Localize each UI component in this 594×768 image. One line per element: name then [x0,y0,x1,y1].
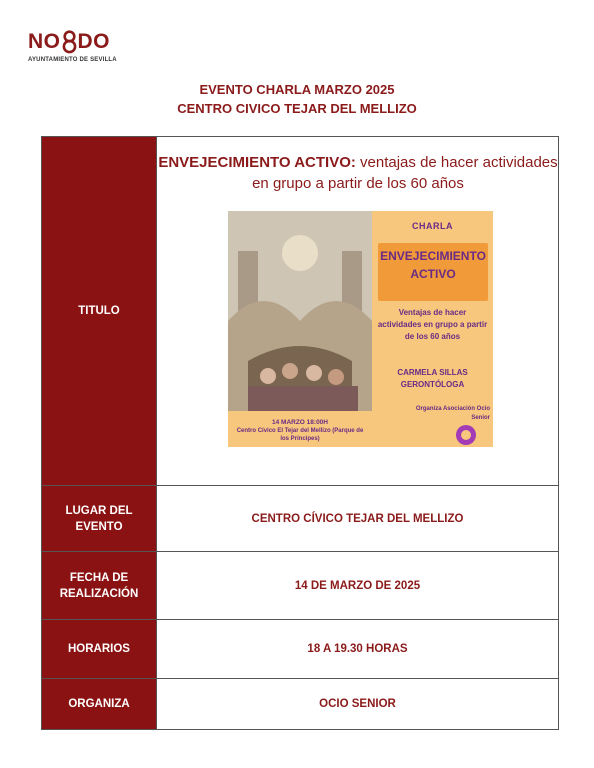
poster-organiza: Organiza Asociación Ocio Senior [415,406,490,421]
madeja-icon [62,30,77,54]
logo-subtitle: AYUNTAMIENTO DE SEVILLA [28,57,117,63]
ocio-senior-logo-icon [456,425,476,445]
titulo-label: TITULO [42,137,157,485]
row-lugar [42,486,558,552]
poster-place: Centro Cívico El Tejar del Mellizo (Parque de los Príncipes) [236,428,364,442]
row-fecha [42,552,558,620]
poster-title: ENVEJECIMIENTO ACTIVO [378,243,488,301]
poster-desc: Ventajas de hacer actividades en grupo a partir de los 60 años [377,308,488,341]
fecha-label: FECHA DE REALIZACIÓN [42,552,157,619]
horarios-label: HORARIOS [42,620,157,678]
header-line2: CENTRO CIVICO TEJAR DEL MELLIZO [177,101,417,116]
organiza-label: ORGANIZA [42,679,157,729]
titulo-value [158,152,558,194]
fecha-value: 14 DE MARZO DE 2025 [294,579,421,592]
poster-speaker: CARMELA SILLAS GERONTÓLOGA [397,368,468,389]
logo-left: NO [28,30,61,53]
horarios-value: 18 A 19.30 HORAS [307,643,408,655]
titulo-rest: ventajas de hacer actividades en grupo a partir de los 60 años [252,154,558,192]
header-line1: EVENTO CHARLA MARZO 2025 [199,82,395,97]
lugar-value: CENTRO CÍVICO TEJAR DEL MELLIZO [251,512,464,525]
titulo-bold: ENVEJECIMIENTO ACTIVO: [158,154,356,171]
logo-wordmark [28,30,117,54]
row-organiza [42,679,558,729]
event-table [41,136,559,730]
row-horarios [42,620,558,679]
row-titulo [42,137,558,486]
poster-date: 14 MARZO 18:00H [272,419,328,426]
logo-right: DO [77,30,110,53]
lugar-label: LUGAR DEL EVENTO [42,486,157,551]
nodo-logo [28,30,117,63]
event-poster [228,211,493,447]
organiza-value: OCIO SENIOR [319,698,396,710]
poster-charla: CHARLA [412,221,453,231]
